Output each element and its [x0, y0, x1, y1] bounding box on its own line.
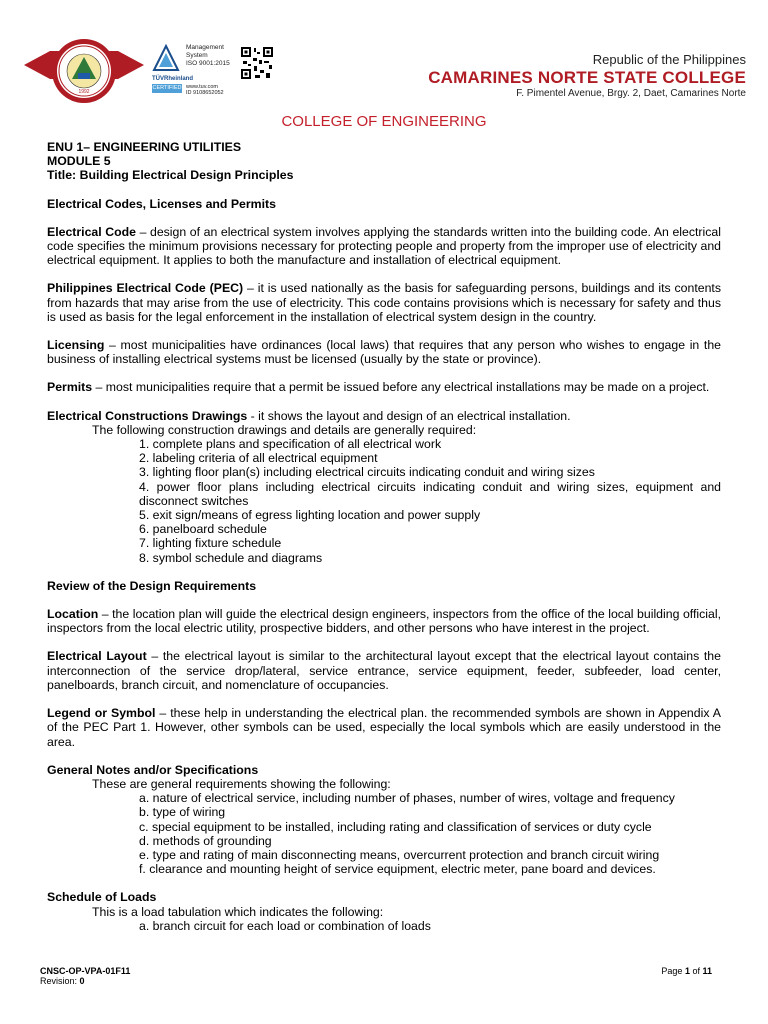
paragraph-electrical-code: Electrical Code – design of an electrical system involves applying the standards written into the building code. An electrical code specifies the minimum provisions necessary for protecting people and property from the improper use of electricity and electrical equipment. It applies to both the manufacture and installation of electrical equipment.	[47, 224, 721, 268]
list-item: c. special equipment to be installed, including rating and classification of services or duty cycle	[139, 819, 652, 834]
term-location: Location	[47, 607, 99, 622]
term-drawings: Electrical Constructions Drawings	[47, 408, 248, 423]
term-legend: Legend or Symbol	[47, 706, 156, 721]
notes-intro: These are general requirements showing the following:	[92, 776, 391, 791]
notes-list	[47, 791, 721, 876]
revision-line: Revision: 0	[40, 976, 85, 986]
iso-certification-block	[152, 44, 276, 102]
svg-text:1992: 1992	[78, 89, 90, 95]
tuv-logo-icon	[152, 44, 180, 74]
management-system-text: Management System ISO 9001:2015	[186, 44, 230, 67]
tuv-brand: TÜVRheinland	[152, 76, 194, 82]
paragraph-layout: Electrical Layout – the electrical layout is similar to the architectural layout except that the electrical layout contains the interconnection of the service drop/lateral, service entrance, service equipment, feeder, subfeeder, load center, panelboards, branch circuit, and nomenclature of occupancies.	[47, 649, 721, 692]
list-item: 4. power floor plans including electrical circuits indicating conduit and wiring sizes, equipment and disconnect switches	[139, 479, 721, 508]
drawings-intro: The following construction drawings and details are generally required:	[92, 422, 477, 437]
list-item: 6. panelboard schedule	[139, 522, 267, 537]
list-item: a. nature of electrical service, including number of phases, number of wires, voltage and frequency	[139, 791, 675, 806]
term-pec: Philippines Electrical Code (PEC)	[47, 281, 244, 296]
qr-code-icon	[240, 46, 274, 80]
module-number: MODULE 5	[47, 154, 111, 169]
section-heading-codes: Electrical Codes, Licenses and Permits	[47, 196, 276, 211]
list-item: f. clearance and mounting height of service equipment, electric meter, pane board and devices.	[139, 862, 656, 877]
college-address: F. Pimentel Avenue, Brgy. 2, Daet, Camarines Norte	[516, 88, 746, 99]
footer-form-code	[40, 966, 130, 986]
module-title: Title: Building Electrical Design Principles	[47, 168, 294, 183]
section-heading-review: Review of the Design Requirements	[47, 578, 257, 593]
section-heading-notes: General Notes and/or Specifications	[47, 762, 259, 777]
list-item: 3. lighting floor plan(s) including electrical circuits indicating conduit and wiring sizes	[139, 465, 595, 480]
list-item: 5. exit sign/means of egress lighting location and power supply	[139, 508, 481, 523]
term-layout: Electrical Layout	[47, 649, 147, 664]
paragraph-pec: Philippines Electrical Code (PEC) – it is used nationally as the basis for safeguarding persons, buildings and its contents from hazards that may arise from the use of electricity. This code contains provisions which is necessary for safety and thus is used as basis for the legal enforcement in the installation of electrical system design in the country.	[47, 281, 721, 324]
revision-number: 0	[79, 976, 85, 986]
certified-badge: CERTIFIED	[152, 85, 182, 91]
page-header	[0, 0, 768, 112]
term-permits: Permits	[47, 380, 93, 395]
section-heading-loads: Schedule of Loads	[47, 890, 157, 905]
form-code: CNSC-OP-VPA-01F11	[40, 966, 131, 976]
drawings-list	[47, 437, 721, 565]
certificate-id: www.tuv.com ID 9108652052	[186, 84, 224, 96]
loads-intro: This is a load tabulation which indicates the following:	[92, 904, 384, 919]
list-item: b. type of wiring	[139, 805, 226, 820]
list-item: 2. labeling criteria of all electrical equipment	[139, 451, 378, 466]
college-name: CAMARINES NORTE STATE COLLEGE	[428, 68, 746, 87]
paragraph-location: Location – the location plan will guide the electrical design engineers, inspectors from the office of the local building official, inspectors from the local electric utility, prospective bidders, and other persons who have interest in the project.	[47, 607, 721, 636]
term-electrical-code: Electrical Code	[47, 224, 136, 239]
list-item: 8. symbol schedule and diagrams	[139, 550, 323, 565]
loads-list	[47, 919, 721, 933]
department-title: COLLEGE OF ENGINEERING	[281, 113, 487, 130]
list-item: d. methods of grounding	[139, 833, 272, 848]
republic-line: Republic of the Philippines	[592, 52, 746, 67]
paragraph-legend: Legend or Symbol – these help in understanding the electrical plan. the recommended symbols are shown in Appendix A of the PEC Part 1. However, other symbols can be used, especially the local symbols which are easily understood in the area.	[47, 706, 721, 749]
document-body	[47, 140, 721, 933]
paragraph-permits: Permits – most municipalities require that a permit be issued before any electrical installations may be made on a project.	[47, 380, 710, 395]
course-title: ENU 1– ENGINEERING UTILITIES	[47, 140, 242, 154]
page-number: Page 1 of 11	[661, 966, 712, 976]
list-item: e. type and rating of main disconnecting means, overcurrent protection and branch circuit wiring	[139, 847, 660, 862]
paragraph-licensing: Licensing – most municipalities have ordinances (local laws) that requires that any person who wishes to engage in the business of installing electrical systems must be licensed (usually by the state or province).	[47, 338, 721, 367]
term-licensing: Licensing	[47, 338, 105, 353]
list-item: 1. complete plans and specification of all electrical work	[139, 437, 442, 452]
list-item: a. branch circuit for each load or combination of loads	[139, 918, 431, 933]
college-seal-icon	[20, 37, 148, 105]
paragraph-drawings: Electrical Constructions Drawings - it shows the layout and design of an electrical installation.	[47, 408, 571, 423]
list-item: 7. lighting fixture schedule	[139, 536, 282, 551]
